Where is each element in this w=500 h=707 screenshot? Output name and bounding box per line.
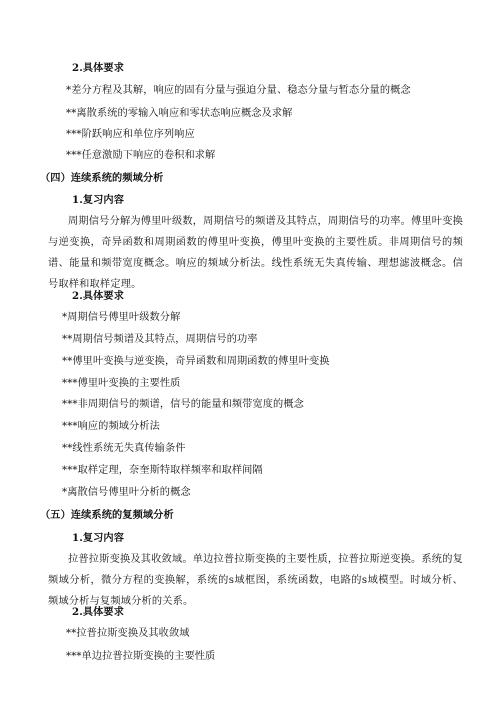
block1-heading: 2.具体要求: [72, 62, 124, 74]
section4-item-6: ***响应的频域分析法: [62, 421, 160, 432]
section5-req-heading: 2.具体要求: [72, 606, 124, 618]
section5-item-2: ***单边拉普拉斯变换的主要性质: [66, 651, 216, 662]
section4-item-1: *周期信号傅里叶级数分解: [62, 312, 181, 323]
section4-item-9: *离散信号傅里叶分析的概念: [62, 487, 191, 498]
section4-item-3: **傅里叶变换与逆变换，奇异函数和周期函数的傅里叶变换: [62, 356, 330, 367]
section5-title: （五）连续系统的复频域分析: [40, 509, 174, 521]
block1-item-4: ***任意激励下响应的卷积和求解: [66, 150, 216, 161]
section5-review-text: 拉普拉斯变换及其收敛域。单边拉普拉斯变换的主要性质，拉普拉斯逆变换。系统的复频域分析，微分方程的变换解，系统的s域框图，系统函数，电路的s域模型。时域分析、频域分析与复频域分析的关系。: [48, 554, 463, 607]
section4-item-4: ***傅里叶变换的主要性质: [62, 378, 181, 389]
section5-review-heading: 1.复习内容: [72, 532, 124, 544]
block1-item-1: *差分方程及其解，响应的固有分量与强迫分量、稳态分量与暂态分量的概念: [66, 85, 411, 96]
block1-item-3: ***阶跃响应和单位序列响应: [66, 129, 195, 140]
section4-title: （四）连续系统的频域分析: [40, 172, 164, 184]
section4-item-2: **周期信号频谱及其特点，周期信号的功率: [62, 334, 258, 345]
section4-review-text: 周期信号分解为傅里叶级数，周期信号的频谱及其特点，周期信号的功率。傅里叶变换与逆变换，奇异函数和周期函数的傅里叶变换，傅里叶变换的主要性质。非周期信号的频谱、能量和频带宽度概念。响应的频域分析法。线性系统无失真传输、理想滤波概念。信号取样和取样定理。: [48, 216, 463, 290]
section5-item-1: **拉普拉斯变换及其收敛域: [66, 628, 190, 639]
section4-item-8: ***取样定理，奈奎斯特取样频率和取样间隔: [62, 465, 263, 476]
block1-item-2: **离散系统的零输入响应和零状态响应概念及求解: [66, 108, 293, 119]
section4-item-7: **线性系统无失真传输条件: [62, 443, 186, 454]
section4-review-heading: 1.复习内容: [72, 194, 124, 206]
section4-req-heading: 2.具体要求: [72, 290, 124, 302]
section4-item-5: ***非周期信号的频谱，信号的能量和频带宽度的概念: [62, 399, 304, 410]
